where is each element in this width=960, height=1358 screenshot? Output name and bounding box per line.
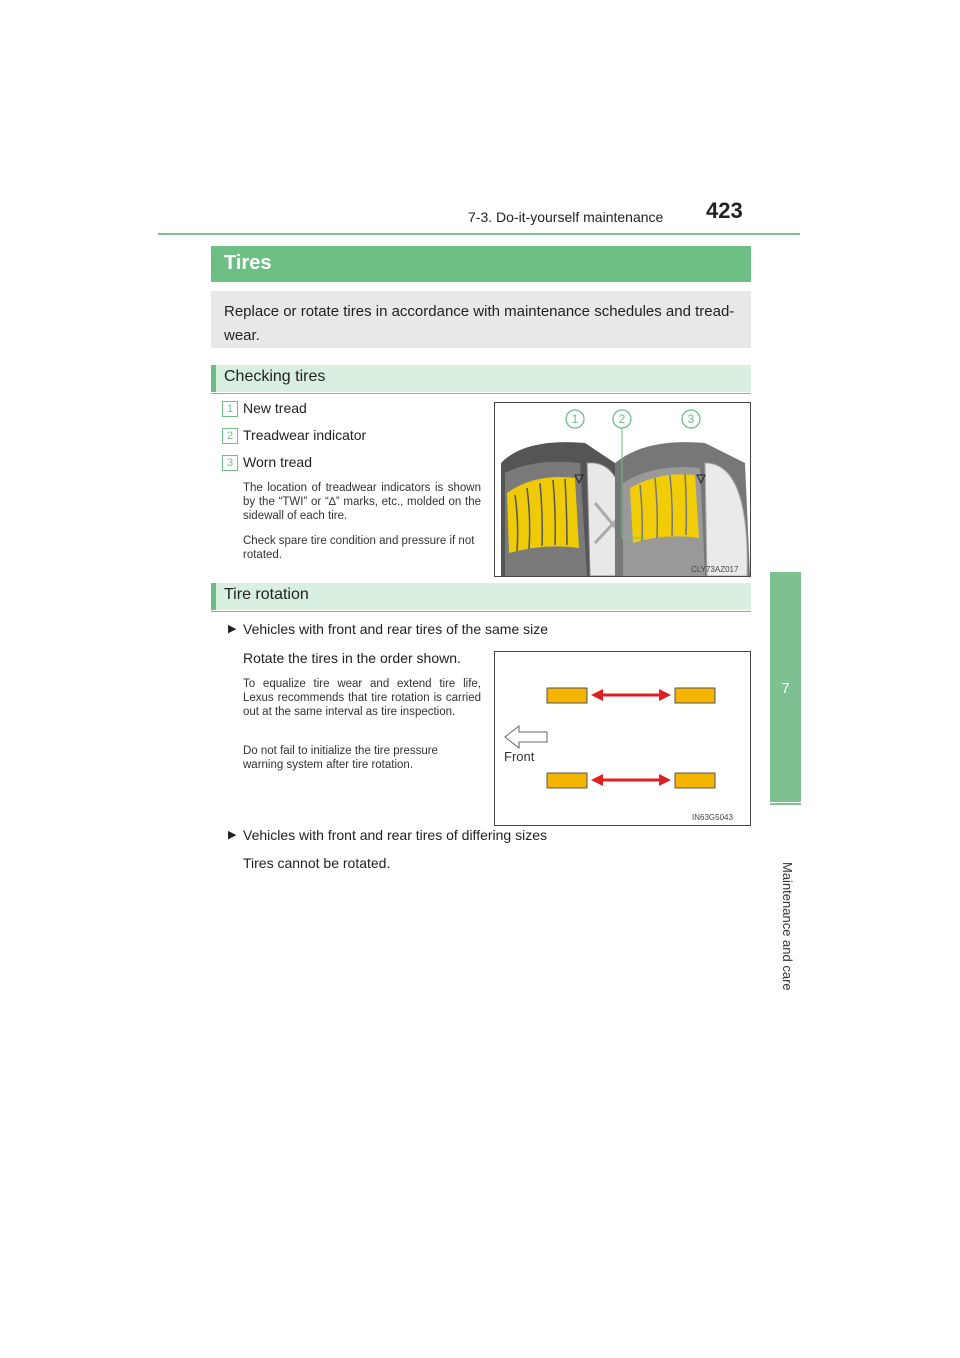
rotation-diagram	[495, 652, 750, 825]
bullet-arrow-icon: ▶	[228, 623, 237, 635]
running-header-section: 7-3. Do-it-yourself maintenance	[468, 209, 664, 225]
chapter-label: Maintenance and care	[780, 862, 795, 991]
tire-rotation-figure	[494, 651, 751, 826]
spare-tire-note: Check spare tire condition and pressure if not rotated.	[243, 535, 475, 561]
page-number: 423	[706, 198, 743, 223]
intro-text: Replace or rotate tires in accordance with maintenance schedules and tread-wear.	[224, 303, 735, 344]
item-worn-tread: Worn tread	[243, 454, 312, 470]
intro-box	[211, 291, 751, 348]
rear-right-tire	[675, 773, 715, 788]
figure-code-rotation: IN63G5043	[692, 813, 733, 822]
callout-num-1: 1	[571, 412, 579, 426]
rotation-note-1: To equalize tire wear and extend tire life, Lexus recommends that tire rotation is carried out at the same interval as tire inspection.	[243, 678, 481, 718]
chapter-tab-divider	[770, 803, 801, 805]
figure-code-tires: CLY73AZ017	[691, 565, 739, 574]
callout-num-3: 3	[687, 412, 695, 426]
tire-rotation-title: Tire rotation	[224, 586, 309, 603]
tire-rotation-heading	[211, 583, 751, 610]
callout-badge-3: 3	[222, 455, 238, 471]
tire-illustration	[495, 403, 750, 576]
rotation-case1-title: Vehicles with front and rear tires of the same size	[243, 621, 549, 637]
treadwear-note: The location of treadwear indicators is shown by the “TWI” or “∆” marks, etc., molded on the sidewall of each tire.	[243, 482, 481, 522]
front-left-tire	[547, 688, 587, 703]
checking-tires-title: Checking tires	[224, 368, 326, 385]
rotation-case2-title: Vehicles with front and rear tires of differing sizes	[243, 827, 548, 843]
item-treadwear-indicator: Treadwear indicator	[243, 427, 367, 443]
rotation-case2-text: Tires cannot be rotated.	[243, 855, 391, 871]
callout-badge-1: 1	[222, 401, 238, 417]
rotation-case1-text: Rotate the tires in the order shown.	[243, 650, 461, 666]
callout-badge-2: 2	[222, 428, 238, 444]
section-title-bar	[211, 246, 751, 282]
front-label: Front	[504, 749, 535, 764]
rotation-note-2: Do not fail to initialize the tire pressure warning system after tire rotation.	[243, 745, 438, 771]
tire-tread-figure	[494, 402, 751, 577]
item-new-tread: New tread	[243, 400, 307, 416]
header-rule	[158, 233, 800, 235]
front-right-tire	[547, 773, 587, 788]
callout-num-2: 2	[618, 412, 626, 426]
rear-left-tire	[675, 688, 715, 703]
section-title: Tires	[224, 252, 272, 274]
bullet-arrow-icon: ▶	[228, 829, 237, 841]
chapter-number: 7	[781, 680, 790, 697]
checking-tires-heading	[211, 365, 751, 392]
front-direction-arrow-icon	[505, 726, 547, 748]
